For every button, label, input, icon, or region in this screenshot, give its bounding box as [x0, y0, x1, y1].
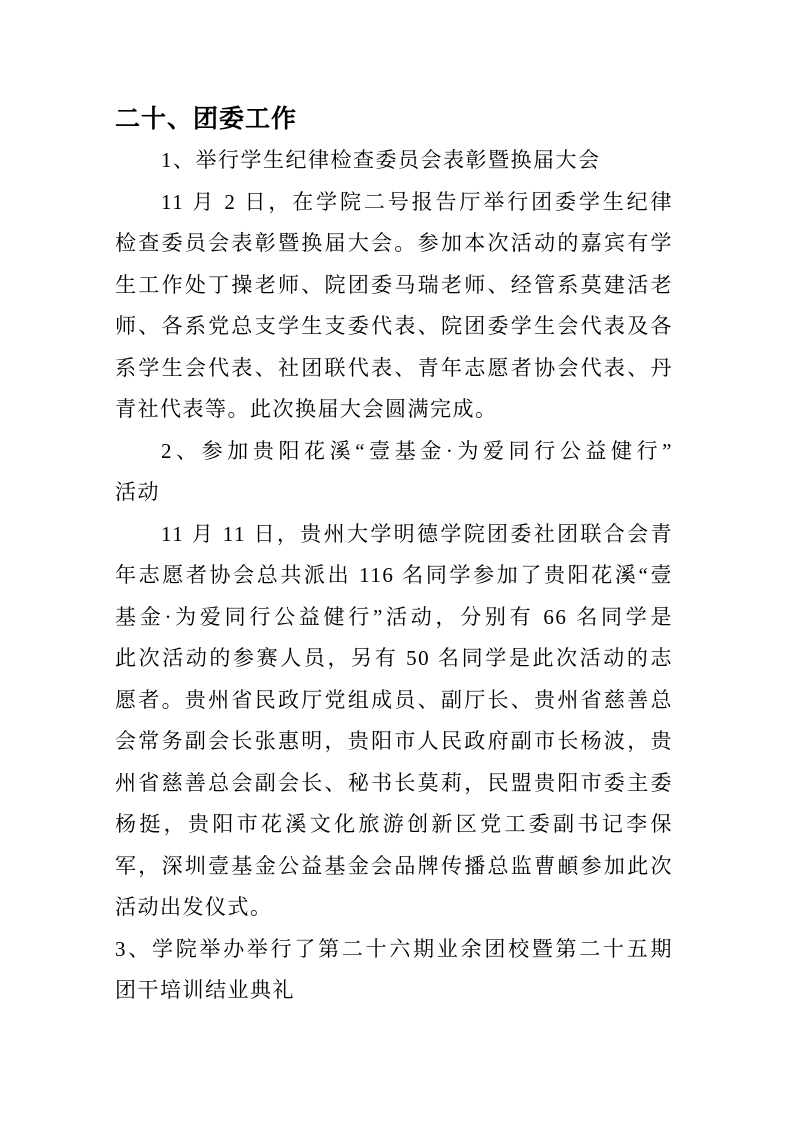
text-line: 军，深圳壹基金公益基金会品牌传播总监曹頔参加此次	[115, 853, 673, 878]
text-line: 1、举行学生纪律检查委员会表彰暨换届大会	[161, 148, 601, 172]
text-line: 2、参加贵阳花溪“壹基金·为爱同行公益健行”	[161, 438, 673, 463]
text-line: 青社代表等。此次换届大会圆满完成。	[115, 397, 498, 421]
text-line: 基金·为爱同行公益健行”活动，分别有 66 名同学是	[115, 604, 673, 629]
text-line: 系学生会代表、社团联代表、青年志愿者协会代表、丹	[115, 355, 673, 380]
body-text	[115, 140, 673, 1012]
text-line: 11 月 2 日，在学院二号报告厅举行团委学生纪律	[161, 189, 673, 214]
text-line: 愿者。贵州省民政厅党组成员、副厅长、贵州省慈善总	[115, 687, 673, 712]
text-line: 年志愿者协会总共派出 116 名同学参加了贵阳花溪“壹	[115, 563, 673, 587]
text-line: 检查委员会表彰暨换届大会。参加本次活动的嘉宾有学	[115, 231, 673, 255]
text-line: 杨挺，贵阳市花溪文化旅游创新区党工委副书记李保	[115, 812, 673, 836]
page-content	[115, 104, 673, 1012]
text-line: 师、各系党总支学生支委代表、院团委学生会代表及各	[115, 314, 673, 338]
text-line: 此次活动的参赛人员，另有 50 名同学是此次活动的志	[115, 646, 673, 670]
text-line: 团干培训结业典礼	[115, 978, 295, 1002]
text-line: 3、学院举办举行了第二十六期业余团校暨第二十五期	[115, 936, 673, 961]
text-line: 州省慈善总会副会长、秘书长莫莉，民盟贵阳市委主委	[115, 770, 673, 795]
text-line: 活动出发仪式。	[115, 895, 273, 919]
text-line: 生工作处丁操老师、院团委马瑞老师、经管系莫建活老	[115, 272, 673, 297]
text-line: 活动	[115, 480, 160, 504]
section-heading: 二十、团委工作	[115, 105, 298, 133]
text-line: 11 月 11 日，贵州大学明德学院团委社团联合会青	[161, 521, 673, 546]
text-line: 会常务副会长张惠明，贵阳市人民政府副市长杨波，贵	[115, 729, 673, 753]
